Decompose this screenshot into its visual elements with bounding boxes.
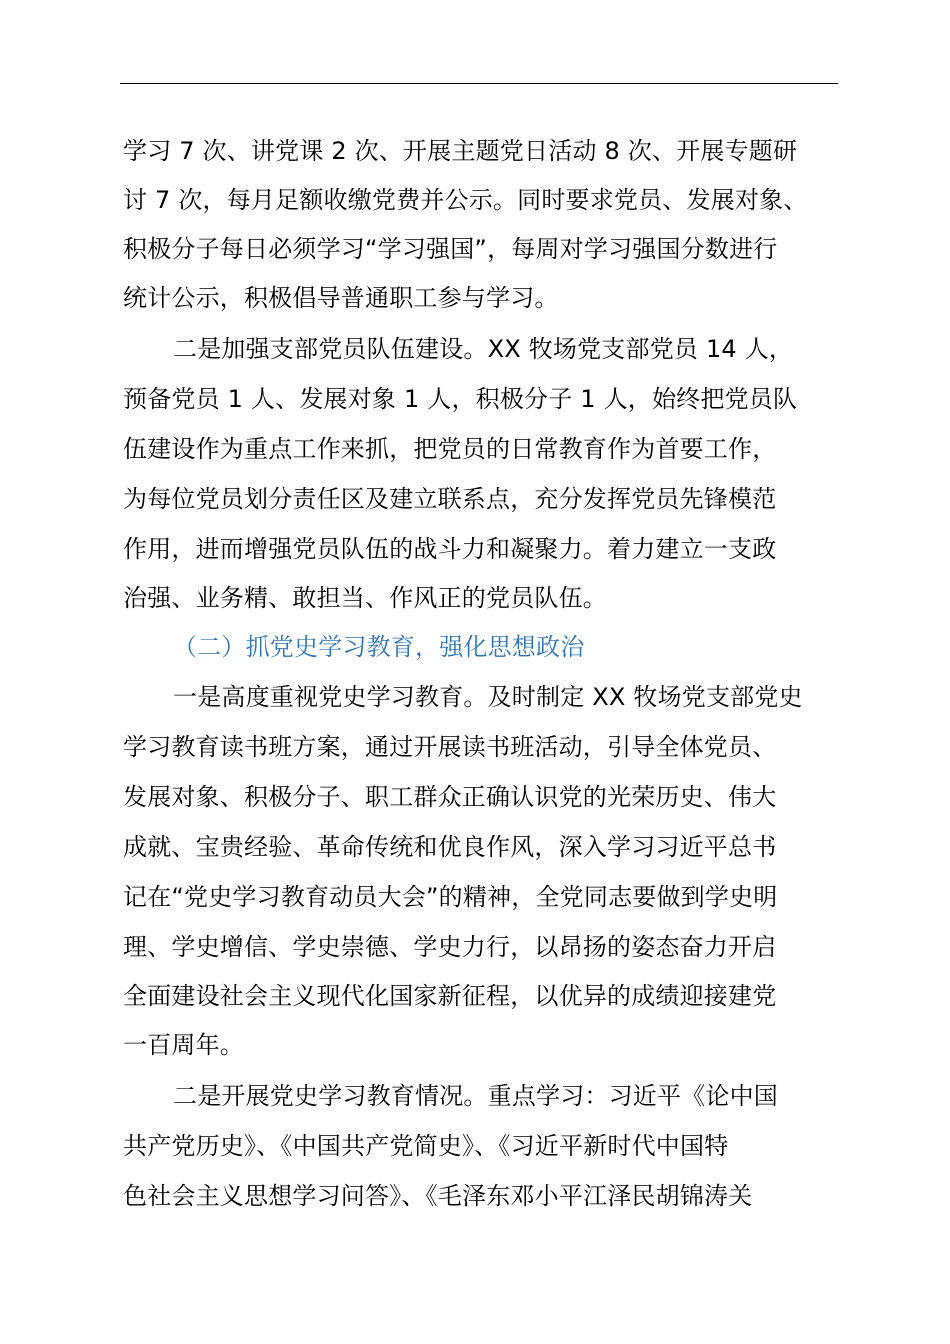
text-line: 学习 7 次、讲党课 2 次、开展主题党日活动 8 次、开展专题研 (123, 137, 798, 165)
text-line: 全面建设社会主义现代化国家新征程，以优异的成绩迎接建党 (123, 982, 777, 1010)
paragraph-start-line: 二是开展党史学习教育情况。重点学习：习近平《论中国 (173, 1082, 778, 1110)
text-line: 讨 7 次，每月足额收缴党费并公示。同时要求党员、发展对象、 (123, 186, 808, 214)
text-line: 一百周年。 (123, 1031, 244, 1059)
text-line: 积极分子每日必须学习“学习强国”，每周对学习强国分数进行 (123, 235, 778, 263)
text-line: 治强、业务精、敢担当、作风正的党员队伍。 (123, 584, 607, 612)
text-line: 伍建设作为重点工作来抓，把党员的日常教育作为首要工作， (123, 435, 777, 463)
text-line: 记在“党史学习教育动员大会”的精神，全党同志要做到学史明 (123, 883, 778, 911)
text-line: 共产党历史》、《中国共产党简史》、《习近平新时代中国特 (123, 1132, 729, 1160)
text-line: 色社会主义思想学习问答》、《毛泽东邓小平江泽民胡锦涛关 (123, 1182, 753, 1210)
paragraph-start-line: 二是加强支部党员队伍建设。XX 牧场党支部党员 14 人， (173, 335, 794, 363)
section-heading: （二）抓党史学习教育，强化思想政治 (173, 633, 585, 661)
text-line: 作用，进而增强党员队伍的战斗力和凝聚力。着力建立一支政 (123, 535, 777, 563)
header-rule (120, 83, 838, 84)
text-line: 为每位党员划分责任区及建立联系点，充分发挥党员先锋模范 (123, 485, 777, 513)
text-line: 发展对象、积极分子、职工群众正确认识党的光荣历史、伟大 (123, 783, 777, 811)
text-line: 统计公示，积极倡导普通职工参与学习。 (123, 284, 559, 312)
text-line: 学习教育读书班方案，通过开展读书班活动，引导全体党员、 (123, 733, 777, 761)
text-line: 成就、宝贵经验、革命传统和优良作风，深入学习习近平总书 (123, 833, 777, 861)
text-line: 预备党员 1 人、发展对象 1 人，积极分子 1 人，始终把党员队 (123, 385, 798, 413)
paragraph-start-line: 一是高度重视党史学习教育。及时制定 XX 牧场党支部党史 (173, 683, 803, 711)
text-line: 理、学史增信、学史崇德、学史力行，以昂扬的姿态奋力开启 (123, 933, 777, 961)
